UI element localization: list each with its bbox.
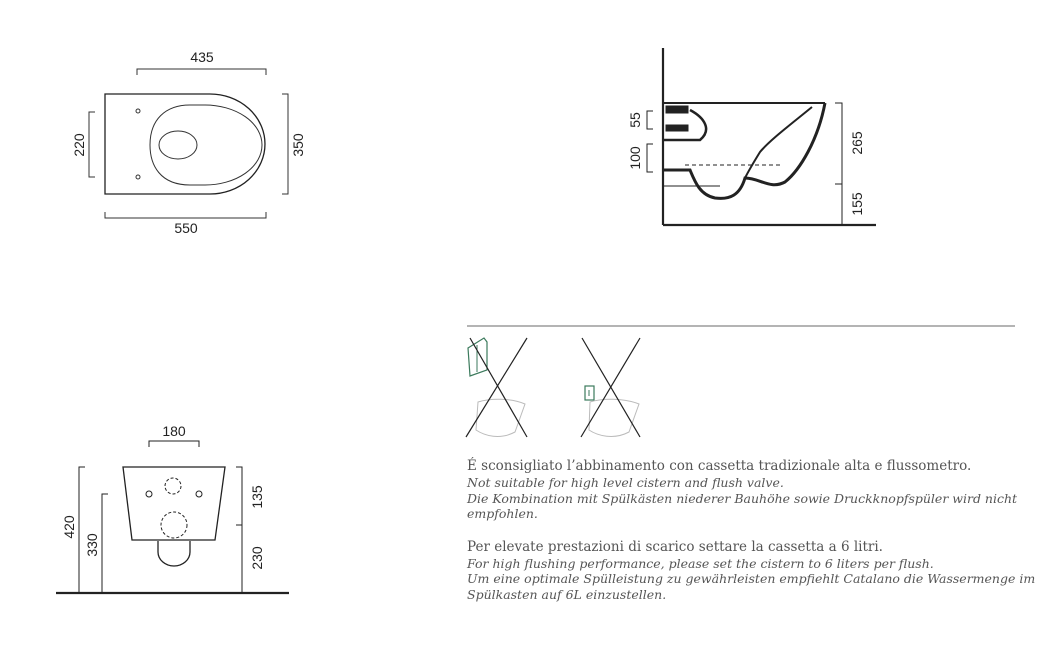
front-view-bolt-right xyxy=(196,491,202,497)
dim-label-420: 420 xyxy=(61,515,77,539)
fixing-hole-bottom xyxy=(136,175,140,179)
fixing-hole-top xyxy=(136,109,140,113)
dim-label-55: 55 xyxy=(627,112,643,128)
flush-valve-crossed-icon xyxy=(581,338,640,437)
dim-label-435: 435 xyxy=(190,49,214,65)
dim-line-100 xyxy=(647,144,653,172)
top-view xyxy=(89,69,288,218)
dim-label-155: 155 xyxy=(849,192,865,216)
side-view-flange-bottom xyxy=(666,125,688,131)
dim-label-550: 550 xyxy=(174,220,198,236)
dim-label-100: 100 xyxy=(627,146,643,170)
dim-line-180 xyxy=(149,441,199,447)
dim-label-265: 265 xyxy=(849,131,865,155)
note-cistern-de: Die Kombination mit Spülkästen niederer Bauhöhe sowie Druckknopfspüler wird nicht empfohlen. xyxy=(467,490,1018,521)
side-view xyxy=(647,48,876,225)
note-flush-it: Per elevate prestazioni di scarico settare la cassetta a 6 litri. xyxy=(467,538,883,555)
dim-line-350 xyxy=(282,94,288,194)
note-flush-de: Um eine optimale Spülleistung zu gewährleisten empfiehlt Catalano die Wassermenge im Spülkasten auf 6L einzustellen. xyxy=(467,571,1036,602)
side-view-flange-top xyxy=(666,106,688,113)
note-cistern-en: Not suitable for high level cistern and flush valve. xyxy=(467,475,784,490)
note-block-cistern xyxy=(467,458,1037,522)
high-cistern-crossed-icon xyxy=(466,338,527,437)
front-view-body xyxy=(123,467,225,540)
dim-line-55 xyxy=(647,111,653,129)
front-view-top-hole xyxy=(165,478,181,494)
front-view-outlet xyxy=(161,512,187,538)
dim-line-265 xyxy=(835,103,842,184)
note-flush-en: For high flushing performance, please set the cistern to 6 liters per flush. xyxy=(467,555,934,571)
dim-line-435 xyxy=(137,69,266,75)
side-view-bowl-inner xyxy=(745,107,812,178)
dim-line-220 xyxy=(89,112,95,177)
installation-notes xyxy=(467,458,1037,602)
dim-line-135 xyxy=(236,467,242,525)
top-view-outlet xyxy=(159,131,197,159)
top-view-outline xyxy=(105,94,265,194)
dim-label-220: 220 xyxy=(71,133,87,157)
note-block-flush xyxy=(467,539,1037,603)
top-view-bowl xyxy=(150,105,262,185)
dim-line-155 xyxy=(835,184,842,225)
dim-line-420 xyxy=(79,467,85,593)
front-view-bolt-left xyxy=(146,491,152,497)
dim-line-330 xyxy=(102,494,108,593)
front-view-pedestal xyxy=(158,541,190,566)
dim-label-180: 180 xyxy=(162,423,186,439)
dim-label-230: 230 xyxy=(249,546,265,570)
dim-label-135: 135 xyxy=(249,485,265,509)
dim-line-550 xyxy=(105,212,266,218)
dim-label-330: 330 xyxy=(84,533,100,557)
note-cistern-it: É sconsigliato l’abbinamento con cassetta tradizionale alta e flussometro. xyxy=(467,458,972,474)
dim-label-350: 350 xyxy=(290,133,306,157)
